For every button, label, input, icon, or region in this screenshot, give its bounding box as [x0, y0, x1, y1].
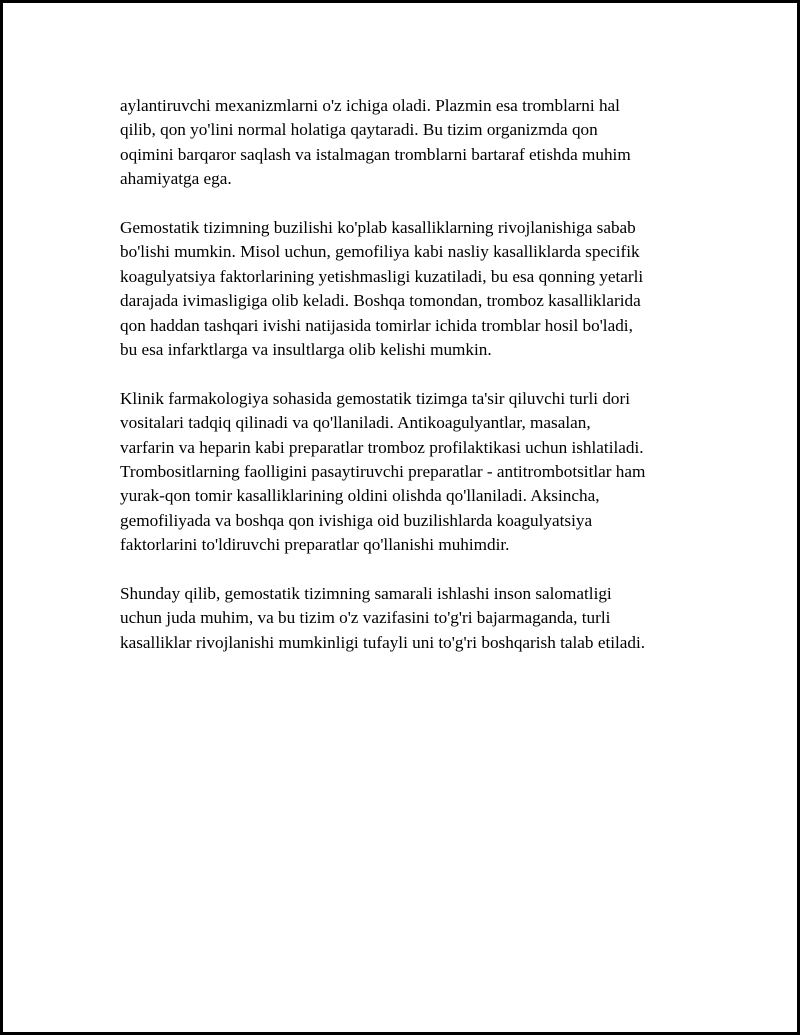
- text-line: Klinik farmakologiya sohasida gemostatik tizimga ta'sir qiluvchi turli dori: [120, 388, 631, 408]
- text-line: yurak-qon tomir kasalliklarining oldini olishda qo'llaniladi. Aksincha,: [120, 486, 600, 506]
- text-line: qilib, qon yo'lini normal holatiga qaytaradi. Bu tizim organizmda qon: [120, 120, 598, 140]
- text-line: qon haddan tashqari ivishi natijasida tomirlar ichida tromblar hosil bo'ladi,: [120, 315, 633, 335]
- text-line: Gemostatik tizimning buzilishi ko'plab kasalliklarning rivojlanishiga sabab: [120, 218, 636, 238]
- text-line: koagulyatsiya faktorlarining yetishmasligi kuzatiladi, bu esa qonning yetarli: [120, 266, 644, 286]
- text-line: gemofiliyada va boshqa qon ivishiga oid buzilishlarda koagulyatsiya: [120, 510, 593, 530]
- paragraph-2: [120, 216, 700, 362]
- text-line: varfarin va heparin kabi preparatlar tromboz profilaktikasi uchun ishlatiladi.: [120, 437, 644, 457]
- text-line: Trombositlarning faolligini pasaytiruvchi preparatlar - antitrombotsitlar ham: [120, 462, 646, 482]
- text-line: bu esa infarktlarga va insultlarga olib kelishi mumkin.: [120, 340, 492, 360]
- text-line: aylantiruvchi mexanizmlarni o'z ichiga oladi. Plazmin esa tromblarni hal: [120, 96, 620, 115]
- text-line: kasalliklar rivojlanishi mumkinligi tufayli uni to'g'ri boshqarish talab etiladi.: [120, 632, 646, 652]
- text-line: darajada ivimasligiga olib keladi. Boshqa tomondan, tromboz kasalliklarida: [120, 291, 641, 311]
- text-line: uchun juda muhim, va bu tizim o'z vazifasini to'g'ri bajarmaganda, turli: [120, 608, 611, 628]
- document-body: [120, 94, 700, 680]
- text-line: faktorlarini to'ldiruvchi preparatlar qo'llanishi muhimdir.: [120, 535, 510, 555]
- text-line: ahamiyatga ega.: [120, 169, 232, 189]
- text-line: Shunday qilib, gemostatik tizimning samarali ishlashi inson salomatligi: [120, 584, 612, 604]
- paragraph-3: [120, 387, 700, 558]
- text-line: oqimini barqaror saqlash va istalmagan tromblarni bartaraf etishda muhim: [120, 144, 631, 164]
- paragraph-1: [120, 94, 700, 192]
- text-line: bo'lishi mumkin. Misol uchun, gemofiliya kabi nasliy kasalliklarda specifik: [120, 242, 640, 262]
- text-line: vositalari tadqiq qilinadi va qo'llaniladi. Antikoagulyantlar, masalan,: [120, 413, 591, 433]
- paragraph-4: [120, 582, 700, 655]
